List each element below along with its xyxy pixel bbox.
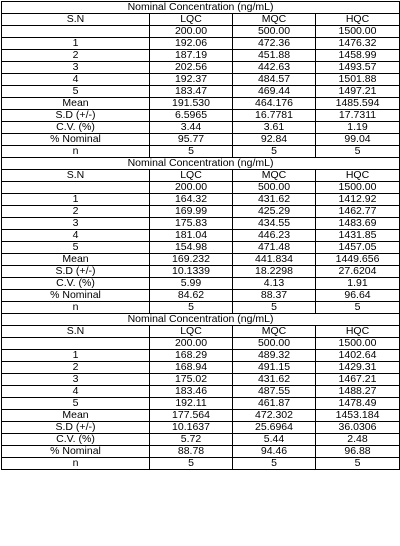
- column-header: S.N: [2, 170, 150, 182]
- table-row: [2, 86, 400, 98]
- row-label-cell: 1: [2, 350, 150, 362]
- row-label-cell: 4: [2, 74, 150, 86]
- table-row: [2, 110, 400, 122]
- value-cell: 441.834: [233, 254, 316, 266]
- value-cell: 1488.27: [316, 386, 400, 398]
- value-cell: 1458.99: [316, 50, 400, 62]
- nominal-value-cell: 500.00: [233, 182, 316, 194]
- table-row: [2, 122, 400, 134]
- value-cell: 5: [316, 458, 400, 470]
- row-label-cell: % Nominal: [2, 290, 150, 302]
- section-title: Nominal Concentration (ng/mL): [2, 158, 400, 170]
- value-cell: 5: [233, 458, 316, 470]
- value-cell: 1476.32: [316, 38, 400, 50]
- row-label-cell: 3: [2, 62, 150, 74]
- value-cell: 1457.05: [316, 242, 400, 254]
- value-cell: 10.1339: [150, 266, 233, 278]
- row-label-cell: Mean: [2, 410, 150, 422]
- table-row: [2, 74, 400, 86]
- value-cell: 6.5965: [150, 110, 233, 122]
- table-row: [2, 398, 400, 410]
- row-label-cell: % Nominal: [2, 134, 150, 146]
- column-header: S.N: [2, 326, 150, 338]
- value-cell: 192.06: [150, 38, 233, 50]
- value-cell: 164.32: [150, 194, 233, 206]
- row-label-cell: n: [2, 302, 150, 314]
- table-row: [2, 98, 400, 110]
- value-cell: 99.04: [316, 134, 400, 146]
- column-header: LQC: [150, 326, 233, 338]
- value-cell: 464.176: [233, 98, 316, 110]
- nominal-value-row: [2, 26, 400, 38]
- value-cell: 1497.21: [316, 86, 400, 98]
- table-row: [2, 266, 400, 278]
- value-cell: 487.55: [233, 386, 316, 398]
- row-label-cell: 5: [2, 242, 150, 254]
- value-cell: 451.88: [233, 50, 316, 62]
- table-row: [2, 62, 400, 74]
- value-cell: 4.13: [233, 278, 316, 290]
- value-cell: 471.48: [233, 242, 316, 254]
- column-header: MQC: [233, 14, 316, 26]
- value-cell: 5: [316, 146, 400, 158]
- value-cell: 484.57: [233, 74, 316, 86]
- table-row: [2, 302, 400, 314]
- value-cell: 1467.21: [316, 374, 400, 386]
- table-row: [2, 422, 400, 434]
- value-cell: 17.7311: [316, 110, 400, 122]
- table-row: [2, 254, 400, 266]
- table-row: [2, 290, 400, 302]
- row-label-cell: Mean: [2, 98, 150, 110]
- table-row: [2, 50, 400, 62]
- table-row: [2, 350, 400, 362]
- value-cell: 16.7781: [233, 110, 316, 122]
- value-cell: 5: [316, 302, 400, 314]
- value-cell: 1.91: [316, 278, 400, 290]
- value-cell: 472.36: [233, 38, 316, 50]
- value-cell: 5: [150, 146, 233, 158]
- row-label-cell: S.D (+/-): [2, 110, 150, 122]
- value-cell: 88.78: [150, 446, 233, 458]
- value-cell: 94.46: [233, 446, 316, 458]
- row-label-cell: 4: [2, 230, 150, 242]
- value-cell: 95.77: [150, 134, 233, 146]
- value-cell: 202.56: [150, 62, 233, 74]
- row-label-cell: 2: [2, 206, 150, 218]
- section-title-row: [2, 2, 400, 14]
- row-label-cell: % Nominal: [2, 446, 150, 458]
- value-cell: 10.1637: [150, 422, 233, 434]
- section-title-row: [2, 314, 400, 326]
- value-cell: 169.99: [150, 206, 233, 218]
- row-label-cell: 5: [2, 86, 150, 98]
- row-label-cell: 1: [2, 38, 150, 50]
- column-header-row: [2, 14, 400, 26]
- value-cell: 96.64: [316, 290, 400, 302]
- value-cell: 5.99: [150, 278, 233, 290]
- value-cell: 446.23: [233, 230, 316, 242]
- row-label-cell: C.V. (%): [2, 278, 150, 290]
- value-cell: 5: [233, 146, 316, 158]
- value-cell: 442.63: [233, 62, 316, 74]
- nominal-value-cell: 1500.00: [316, 182, 400, 194]
- table-row: [2, 434, 400, 446]
- nominal-value-row: [2, 338, 400, 350]
- value-cell: 183.47: [150, 86, 233, 98]
- table-row: [2, 218, 400, 230]
- table-row: [2, 206, 400, 218]
- value-cell: 1478.49: [316, 398, 400, 410]
- section-title: Nominal Concentration (ng/mL): [2, 2, 400, 14]
- value-cell: 1493.57: [316, 62, 400, 74]
- table-row: [2, 242, 400, 254]
- nominal-value-cell: 200.00: [150, 338, 233, 350]
- table-row: [2, 38, 400, 50]
- value-cell: 154.98: [150, 242, 233, 254]
- value-cell: 96.88: [316, 446, 400, 458]
- row-label-cell: C.V. (%): [2, 434, 150, 446]
- column-header: MQC: [233, 326, 316, 338]
- row-label-cell: S.D (+/-): [2, 266, 150, 278]
- value-cell: 1429.31: [316, 362, 400, 374]
- table-row: [2, 446, 400, 458]
- value-cell: 27.6204: [316, 266, 400, 278]
- value-cell: 36.0306: [316, 422, 400, 434]
- row-label-cell: 2: [2, 362, 150, 374]
- section-title-row: [2, 158, 400, 170]
- row-label-cell: Mean: [2, 254, 150, 266]
- column-header-row: [2, 170, 400, 182]
- nominal-value-cell: [2, 26, 150, 38]
- value-cell: 192.37: [150, 74, 233, 86]
- value-cell: 1485.594: [316, 98, 400, 110]
- row-label-cell: n: [2, 458, 150, 470]
- value-cell: 168.94: [150, 362, 233, 374]
- value-cell: 1449.656: [316, 254, 400, 266]
- column-header: LQC: [150, 170, 233, 182]
- nominal-value-cell: 1500.00: [316, 338, 400, 350]
- column-header: LQC: [150, 14, 233, 26]
- nominal-value-cell: 200.00: [150, 182, 233, 194]
- value-cell: 1453.184: [316, 410, 400, 422]
- row-label-cell: 2: [2, 50, 150, 62]
- value-cell: 5.72: [150, 434, 233, 446]
- value-cell: 187.19: [150, 50, 233, 62]
- row-label-cell: 5: [2, 398, 150, 410]
- qc-results-table: [1, 1, 400, 470]
- value-cell: 168.29: [150, 350, 233, 362]
- value-cell: 461.87: [233, 398, 316, 410]
- column-header: S.N: [2, 14, 150, 26]
- value-cell: 434.55: [233, 218, 316, 230]
- column-header: HQC: [316, 326, 400, 338]
- value-cell: 84.62: [150, 290, 233, 302]
- row-label-cell: n: [2, 146, 150, 158]
- qc-results-document: [1, 1, 399, 470]
- table-row: [2, 374, 400, 386]
- value-cell: 469.44: [233, 86, 316, 98]
- table-row: [2, 362, 400, 374]
- table-row: [2, 278, 400, 290]
- value-cell: 5: [150, 302, 233, 314]
- column-header: HQC: [316, 14, 400, 26]
- value-cell: 1501.88: [316, 74, 400, 86]
- nominal-value-cell: [2, 182, 150, 194]
- row-label-cell: 3: [2, 374, 150, 386]
- value-cell: 491.15: [233, 362, 316, 374]
- value-cell: 2.48: [316, 434, 400, 446]
- value-cell: 1412.92: [316, 194, 400, 206]
- row-label-cell: C.V. (%): [2, 122, 150, 134]
- section-title: Nominal Concentration (ng/mL): [2, 314, 400, 326]
- nominal-value-cell: 200.00: [150, 26, 233, 38]
- table-row: [2, 146, 400, 158]
- nominal-value-cell: [2, 338, 150, 350]
- value-cell: 169.232: [150, 254, 233, 266]
- row-label-cell: 1: [2, 194, 150, 206]
- nominal-value-cell: 500.00: [233, 26, 316, 38]
- column-header: MQC: [233, 170, 316, 182]
- column-header-row: [2, 326, 400, 338]
- table-row: [2, 230, 400, 242]
- qc-table-body: [2, 2, 400, 470]
- value-cell: 175.83: [150, 218, 233, 230]
- value-cell: 3.61: [233, 122, 316, 134]
- value-cell: 181.04: [150, 230, 233, 242]
- row-label-cell: 3: [2, 218, 150, 230]
- value-cell: 472.302: [233, 410, 316, 422]
- nominal-value-row: [2, 182, 400, 194]
- value-cell: 92.84: [233, 134, 316, 146]
- table-row: [2, 410, 400, 422]
- value-cell: 431.62: [233, 374, 316, 386]
- table-row: [2, 194, 400, 206]
- value-cell: 1431.85: [316, 230, 400, 242]
- value-cell: 5: [233, 302, 316, 314]
- value-cell: 5: [150, 458, 233, 470]
- value-cell: 88.37: [233, 290, 316, 302]
- value-cell: 1402.64: [316, 350, 400, 362]
- value-cell: 175.02: [150, 374, 233, 386]
- value-cell: 191.530: [150, 98, 233, 110]
- nominal-value-cell: 500.00: [233, 338, 316, 350]
- table-row: [2, 458, 400, 470]
- table-row: [2, 386, 400, 398]
- row-label-cell: 4: [2, 386, 150, 398]
- value-cell: 177.564: [150, 410, 233, 422]
- column-header: HQC: [316, 170, 400, 182]
- value-cell: 18.2298: [233, 266, 316, 278]
- value-cell: 25.6964: [233, 422, 316, 434]
- value-cell: 431.62: [233, 194, 316, 206]
- value-cell: 489.32: [233, 350, 316, 362]
- value-cell: 183.46: [150, 386, 233, 398]
- value-cell: 1462.77: [316, 206, 400, 218]
- row-label-cell: S.D (+/-): [2, 422, 150, 434]
- value-cell: 5.44: [233, 434, 316, 446]
- value-cell: 425.29: [233, 206, 316, 218]
- value-cell: 3.44: [150, 122, 233, 134]
- value-cell: 1483.69: [316, 218, 400, 230]
- table-row: [2, 134, 400, 146]
- value-cell: 1.19: [316, 122, 400, 134]
- nominal-value-cell: 1500.00: [316, 26, 400, 38]
- value-cell: 192.11: [150, 398, 233, 410]
